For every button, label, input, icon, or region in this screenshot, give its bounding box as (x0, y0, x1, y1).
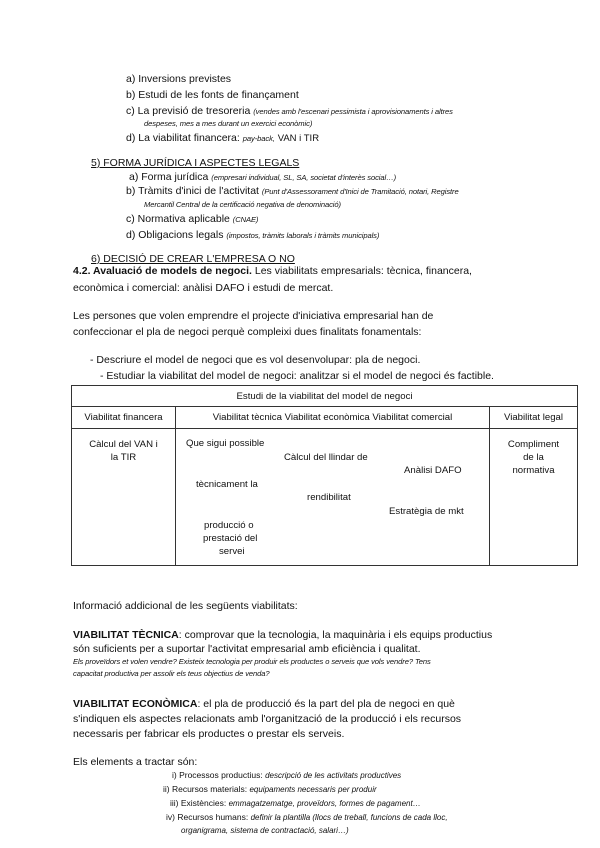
normativa-label: c) Normativa aplicable (126, 213, 230, 225)
element-existencies (170, 798, 421, 808)
paragraph-line-1: Les persones que volen emprendre el projecte d'iniciativa empresarial han de (73, 310, 434, 322)
section42-title: 4.2. Avaluació de models de negoci. (73, 265, 252, 277)
legal-line-3: normativa (512, 465, 555, 476)
obligacions-note: (impostos, tràmits laborals i tràmits municipals) (226, 231, 380, 240)
viabilitat-tecnica-text: : comprovar que la tecnologia, la maquinària i els equips productius (178, 629, 493, 641)
cell-financera (72, 429, 176, 566)
comercial-line-2: Estratègia de mkt (389, 506, 464, 517)
comercial-line-1: Anàlisi DAFO (404, 465, 462, 476)
section42-title-line (73, 265, 472, 278)
viabilitat-tecnica-note-2: capacitat productiva per assolir els teus objectius de venda? (73, 669, 270, 678)
normativa-item (126, 213, 258, 226)
viabilitat-tecnica-note-1: Els proveïdors et volen vendre? Existeix tecnologia per produir els productes o serveis que vols vendre? Tens (73, 657, 431, 666)
list-item-viabilitat-financera (126, 132, 319, 145)
section6-heading: 6) DECISIÓ DE CREAR L'EMPRESA O NO (91, 253, 295, 265)
element-recursos-humans (166, 812, 448, 822)
section42-intro: Les viabilitats empresarials: tècnica, financera, (254, 265, 472, 277)
financera-line-1: Càlcul del VAN i (89, 439, 158, 450)
normativa-note: (CNAE) (232, 215, 259, 224)
element-recursos-humans-note: definir la plantilla (llocs de treball, funcions de cada lloc, (250, 813, 448, 822)
table-title: Estudi de la viabilitat del model de negoci (72, 386, 578, 407)
tecnica-line-2: tècnicament la (196, 479, 258, 490)
list-item-tresoreria (126, 105, 453, 118)
bullet-estudiar: - Estudiar la viabilitat del model de negoci: analitzar si el model de negoci és factible. (100, 370, 494, 382)
legal-line-1: Compliment (507, 439, 560, 450)
financera-line-2: la TIR (110, 452, 137, 463)
economica-line-2: rendibilitat (307, 492, 351, 503)
tramits-note-cont: Mercantil Central de la certificació negativa de denominació) (144, 200, 341, 209)
tramits-note: (Punt d'Assessorament d'Inici de Tramitació, notari, Registre (261, 187, 459, 196)
forma-juridica-item (129, 171, 396, 184)
tresoreria-label: c) La previsió de tresoreria (126, 105, 251, 117)
element-recursos-materials-label: ii) Recursos materials: (163, 784, 248, 794)
tresoreria-note: (vendes amb l'escenari pessimista i aprovisionaments i altres (253, 107, 453, 116)
bullet-descriure: - Descriure el model de negoci que es vol desenvolupar: pla de negoci. (90, 354, 421, 366)
header-viabilitat-financera: Viabilitat financera (72, 407, 176, 429)
tramits-label: b) Tràmits d'inici de l'activitat (126, 185, 259, 197)
viabilitat-tecnica-line (73, 629, 492, 642)
viabilitat-economica-text-3: necessaris per fabricar els productes o prestar els serveis. (73, 728, 345, 740)
viabilitat-economica-line (73, 698, 455, 711)
payback-note: pay-back, (242, 134, 275, 143)
forma-juridica-label: a) Forma jurídica (129, 171, 209, 183)
element-existencies-label: iii) Existències: (170, 798, 227, 808)
tecnica-line-3: producció o (204, 520, 254, 531)
tresoreria-note-cont: despeses, mes a mes durant un exercici econòmic) (144, 119, 313, 128)
paragraph-line-2: confeccionar el pla de negoci perquè compleixi dues finalitats fonamentals: (73, 326, 422, 338)
cell-tecnica-economica-comercial (176, 429, 490, 566)
element-recursos-materials-note: equipaments necessaris per produir (249, 785, 377, 794)
tramits-item (126, 185, 459, 198)
additional-intro: Informació addicional de les següents viabilitats: (73, 600, 298, 612)
viabilitat-tecnica-text-cont: són suficients per a suportar l'activitat empresarial amb eficiència i qualitat. (73, 643, 421, 655)
tecnica-line-1: Que sigui possible (186, 438, 265, 449)
element-recursos-materials (163, 784, 377, 794)
element-recursos-humans-note-cont: organigrama, sistema de contractació, salari…) (181, 826, 349, 835)
viabilitat-economica-label: VIABILITAT ECONÒMICA (73, 698, 198, 710)
cell-legal (490, 429, 578, 566)
element-processos-note: descripció de les activitats productives (265, 771, 402, 780)
header-viabilitat-tecnica-economica-comercial: Viabilitat tècnica Viabilitat econòmica Viabilitat comercial (176, 407, 490, 429)
tecnica-line-5: servei (219, 546, 245, 557)
element-processos (172, 770, 401, 780)
viability-table (71, 385, 578, 566)
obligacions-label: d) Obligacions legals (126, 229, 224, 241)
list-item-inversions: a) Inversions previstes (126, 73, 232, 85)
economica-line-1: Càlcul del llindar de (284, 452, 368, 463)
elements-intro: Els elements a tractar són: (73, 756, 198, 768)
viabilitat-economica-text: : el pla de producció és la part del pla de negoci en què (197, 698, 455, 710)
viabilitat-financera-label: d) La viabilitat financera: (126, 132, 240, 144)
section42-intro-cont: econòmica i comercial: anàlisi DAFO i estudi de mercat. (73, 282, 334, 294)
legal-line-2: de la (523, 452, 544, 463)
list-item-fonts-financament: b) Estudi de les fonts de finançament (126, 89, 299, 101)
viabilitat-economica-text-2: s'indiquen els aspectes relacionats amb l'organització de la producció i els recursos (73, 713, 462, 725)
forma-juridica-note: (empresari individual, SL, SA, societat d'interès social…) (211, 173, 397, 182)
obligacions-item (126, 229, 379, 242)
van-tir-label: VAN i TIR (277, 133, 320, 144)
section5-heading: 5) FORMA JURÍDICA I ASPECTES LEGALS (91, 157, 300, 169)
element-processos-label: i) Processos productius: (172, 770, 263, 780)
header-viabilitat-legal: Viabilitat legal (490, 407, 578, 429)
element-existencies-note: emmagatzematge, proveïdors, formes de pagament… (228, 799, 421, 808)
element-recursos-humans-label: iv) Recursos humans: (166, 812, 249, 822)
tecnica-line-4: prestació del (203, 533, 258, 544)
viabilitat-tecnica-label: VIABILITAT TÈCNICA (73, 629, 179, 641)
